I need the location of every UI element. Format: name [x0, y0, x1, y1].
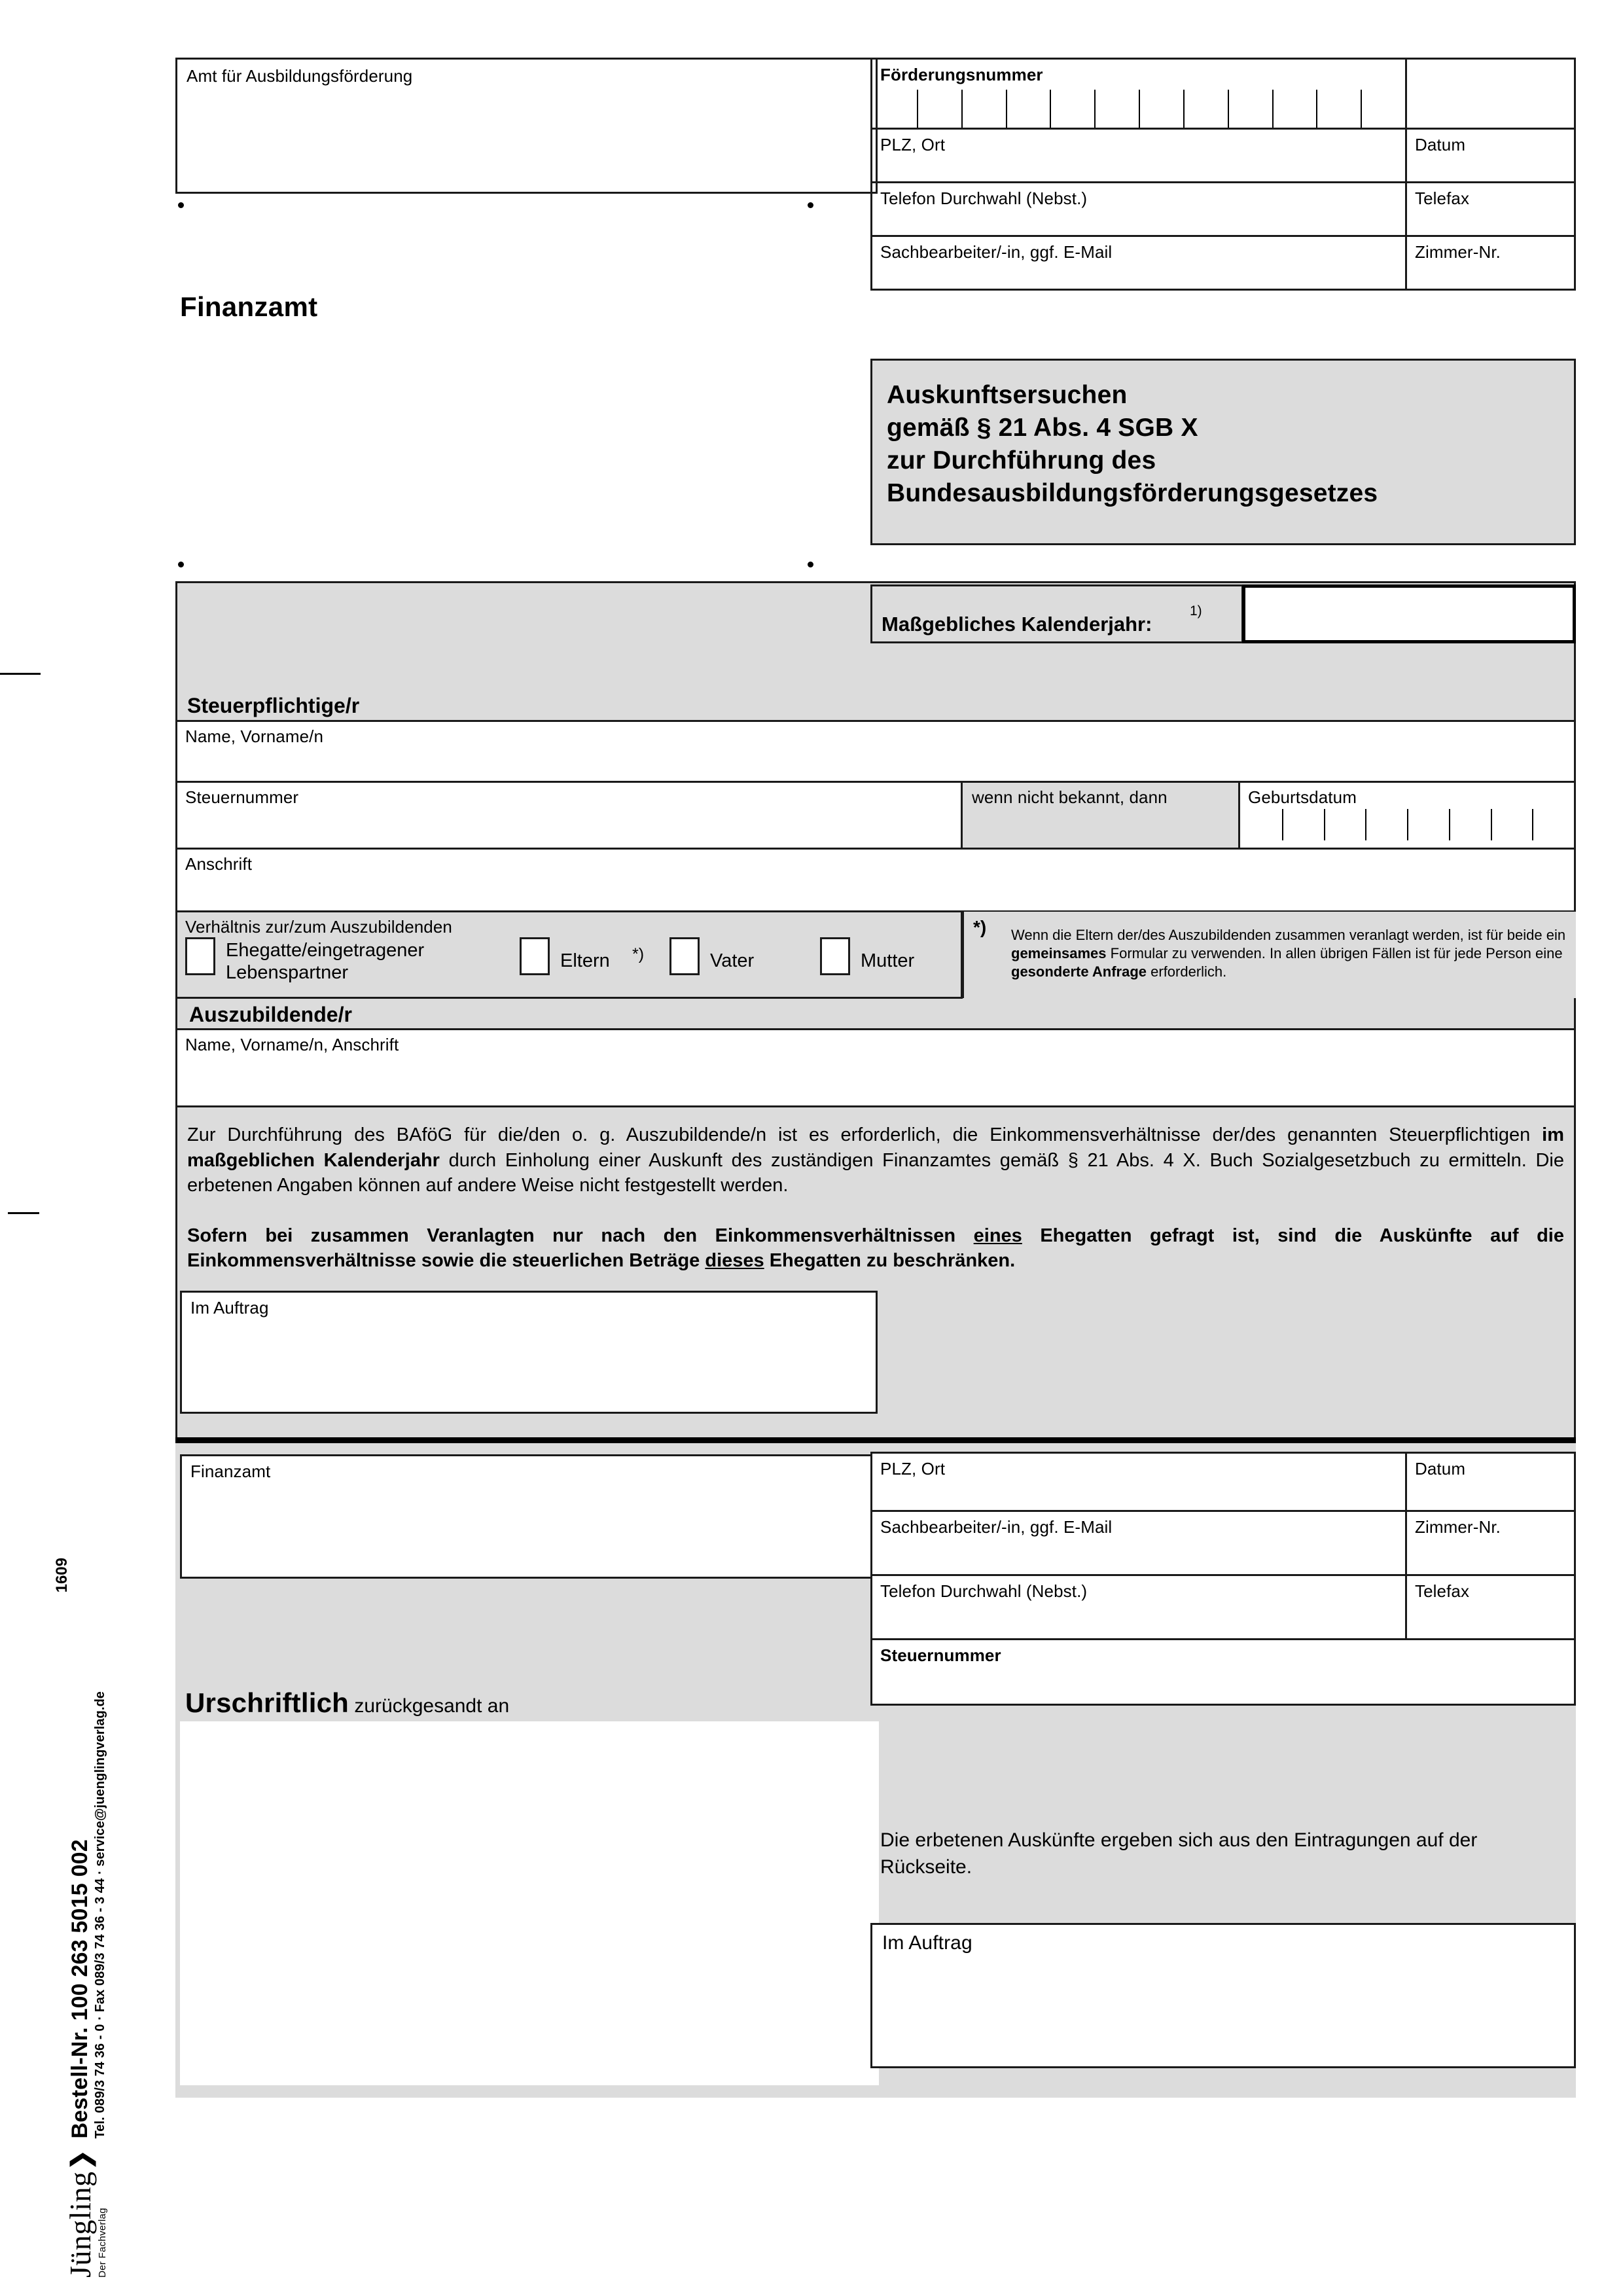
datum-field-lower[interactable]: [1407, 1452, 1576, 1512]
geburtsdatum-label: Geburtsdatum: [1248, 787, 1357, 807]
auszubildende-name-label: Name, Vorname/n, Anschrift: [185, 1035, 399, 1054]
document-title-block: [870, 359, 1576, 545]
amt-address-label: Amt für Ausbildungsförderung: [187, 66, 413, 86]
foerderungsnummer-divider: [1272, 90, 1274, 128]
foerderungsnummer-divider: [1361, 90, 1362, 128]
bestell-nr: Bestell-Nr. 100 263 5015 002: [67, 1839, 92, 2139]
footnote-bold-gemeinsames: gemeinsames: [1011, 945, 1107, 962]
telefax-field[interactable]: [1407, 183, 1576, 237]
explanatory-text: [187, 1122, 1564, 1274]
margin-tick-lower: [8, 1212, 39, 1214]
footnote-text: [1011, 926, 1567, 981]
anschrift-label: Anschrift: [185, 854, 253, 874]
amt-address-box[interactable]: [175, 58, 878, 194]
wenn-nicht-bekannt-note: [963, 783, 1240, 850]
eltern-footnote-box: [962, 912, 1576, 998]
checkbox-eltern-footnote-marker: *): [632, 945, 645, 963]
urschriftlich-bold-word: Urschriftlich: [185, 1687, 349, 1718]
publisher-contact: Tel. 089/3 74 36 - 0 · Fax 089/3 74 36 - 3 44 · service@juenglingverlag.de: [93, 1691, 107, 2139]
steuernummer-label: Steuernummer: [185, 787, 299, 807]
title-line-4: Bundesausbildungsförderungsgesetzes: [887, 479, 1378, 507]
checkbox-eltern-label: Eltern: [560, 950, 610, 971]
steuernummer-field[interactable]: [175, 783, 963, 850]
geburtsdatum-divider: [1407, 809, 1408, 840]
kalenderjahr-footnote-marker: 1): [1190, 603, 1202, 619]
checkbox-ehegatte[interactable]: [185, 937, 215, 975]
corner-dot-top-left: [178, 202, 184, 208]
footnote-part-3: erforderlich.: [1147, 963, 1227, 980]
paragraph-2-part-c: Ehegatten zu beschränken.: [764, 1250, 1016, 1272]
footnote-bold-gesonderte-anfrage: gesonderte Anfrage: [1011, 963, 1147, 980]
footnote-part-2: Formular zu verwenden. In allen übrigen Fällen ist für jede Person eine: [1106, 945, 1563, 962]
foerderungsnummer-divider: [1228, 90, 1229, 128]
paragraph-2-underline-eines: eines: [973, 1225, 1022, 1246]
paragraph-2: [187, 1223, 1564, 1274]
checkbox-vater[interactable]: [669, 937, 700, 975]
sachbearbeiter-label-lower: Sachbearbeiter/-in, ggf. E-Mail: [880, 1517, 1113, 1537]
datum-label-lower: Datum: [1415, 1459, 1466, 1479]
margin-tick-upper: [0, 673, 41, 675]
zimmer-nr-label: Zimmer-Nr.: [1415, 242, 1501, 262]
geburtsdatum-divider: [1449, 809, 1450, 840]
geburtsdatum-divider: [1324, 809, 1325, 840]
publisher-tagline: Der Fachverlag: [97, 2208, 108, 2278]
plz-ort-field-lower[interactable]: [870, 1452, 1407, 1512]
telefon-label-lower: Telefon Durchwahl (Nebst.): [880, 1581, 1088, 1601]
paragraph-2-part-a: Sofern bei zusammen Veranlagten nur nach den Einkommensverhältnissen: [187, 1225, 974, 1246]
checkbox-ehegatte-label-line1: Ehegatte/eingetragener: [226, 940, 425, 961]
title-line-1: Auskunftsersuchen: [887, 381, 1128, 409]
foerderungsnummer-divider: [1094, 90, 1096, 128]
telefax-field-lower[interactable]: [1407, 1576, 1576, 1640]
paragraph-1-bold: im maßgeblichen Kalenderjahr: [187, 1124, 1564, 1171]
auszubildende-heading-band: [175, 999, 1576, 1030]
steuernummer-field-lower[interactable]: [870, 1640, 1576, 1706]
kalenderjahr-input[interactable]: [1242, 584, 1576, 643]
finanzamt-label-lower: Finanzamt: [190, 1462, 271, 1481]
corner-dot-top-right: [808, 202, 813, 208]
geburtsdatum-divider: [1282, 809, 1283, 840]
sachbearbeiter-field[interactable]: [870, 237, 1407, 291]
foerderungsnummer-divider: [1006, 90, 1007, 128]
publisher-logo: [63, 2149, 108, 2278]
checkbox-vater-label: Vater: [710, 950, 755, 971]
steuernummer-label-lower: Steuernummer: [880, 1645, 1001, 1665]
im-auftrag-signature-box-upper[interactable]: [180, 1291, 878, 1414]
paragraph-1-part-a: Zur Durchführung des BAföG für die/den o. g. Auszubildende/n ist es erforderlich, die Einkommensverhältnisse der/des genannten Steuerpflichtigen: [187, 1124, 1543, 1145]
name-vorname-field[interactable]: [175, 720, 1576, 783]
datum-label: Datum: [1415, 135, 1466, 154]
office-info-table: [870, 58, 1576, 291]
paragraph-1-part-b: durch Einholung einer Auskunft des zuständigen Finanzamtes gemäß § 21 Abs. 4 X. Buch Sozialgesetzbuch zu ermitteln. Die erbetenen Angaben können auf andere Weise nicht festgestellt werden.: [187, 1149, 1564, 1196]
section-separator-rule: [175, 1437, 1576, 1443]
checkbox-ehegatte-label-line2: Lebenspartner: [226, 962, 349, 983]
zimmer-nr-field[interactable]: [1407, 237, 1576, 291]
checkbox-eltern[interactable]: [520, 937, 550, 975]
geburtsdatum-divider: [1365, 809, 1366, 840]
sachbearbeiter-label: Sachbearbeiter/-in, ggf. E-Mail: [880, 242, 1113, 262]
lower-office-info-table: [870, 1452, 1576, 1695]
geburtsdatum-cell-dividers: [1240, 809, 1574, 840]
anschrift-field[interactable]: [175, 850, 1576, 912]
geburtsdatum-divider: [1491, 809, 1492, 840]
foerderungsnummer-divider: [1050, 90, 1051, 128]
telefon-label: Telefon Durchwahl (Nebst.): [880, 188, 1088, 208]
zimmer-nr-label-lower: Zimmer-Nr.: [1415, 1517, 1501, 1537]
auszubildende-name-field[interactable]: [175, 1030, 1576, 1107]
foerderungsnummer-divider: [1183, 90, 1185, 128]
telefon-field-lower[interactable]: [870, 1576, 1407, 1640]
urschriftlich-address-area[interactable]: [180, 1721, 879, 2085]
foerderungsnummer-divider: [961, 90, 963, 128]
geburtsdatum-field[interactable]: [1240, 783, 1576, 850]
telefax-label-lower: Telefax: [1415, 1581, 1470, 1601]
foerderungsnummer-field[interactable]: [870, 58, 1407, 130]
urschriftlich-rest: zurückgesandt an: [349, 1695, 510, 1717]
auszubildende-heading: Auszubildende/r: [189, 1003, 352, 1026]
sachbearbeiter-field-lower[interactable]: [870, 1512, 1407, 1576]
title-line-2: gemäß § 21 Abs. 4 SGB X: [887, 414, 1198, 442]
finanzamt-heading: Finanzamt: [180, 291, 318, 322]
im-auftrag-label-upper: Im Auftrag: [190, 1298, 269, 1318]
plz-ort-label: PLZ, Ort: [880, 135, 946, 154]
paragraph-2-part-b: Ehegatten gefragt ist, sind die Auskünfte auf die Einkommensverhältnisse sowie die steuerlichen Beträge: [187, 1225, 1564, 1272]
foerderungsnummer-label: Förderungsnummer: [880, 65, 1043, 84]
checkbox-mutter[interactable]: [820, 937, 850, 975]
chevron-icon: ❯: [66, 2149, 96, 2172]
urschriftlich-heading: [185, 1687, 509, 1719]
plz-ort-field[interactable]: [870, 130, 1407, 183]
plz-ort-label-lower: PLZ, Ort: [880, 1459, 946, 1479]
publisher-order-info: [67, 1691, 108, 2139]
finanzamt-address-box-lower[interactable]: [180, 1454, 879, 1579]
name-vorname-label: Name, Vorname/n: [185, 726, 324, 746]
kalenderjahr-label-box: [870, 584, 1243, 643]
form-revision-code: 1609: [53, 1558, 71, 1593]
paragraph-2-underline-dieses: dieses: [705, 1250, 764, 1272]
foerderungsnummer-divider: [1316, 90, 1317, 128]
publisher-sidebar: [29, 1558, 108, 2278]
footnote-marker: *): [973, 917, 987, 937]
rueckseite-note: Die erbetenen Auskünfte ergeben sich aus den Eintragungen auf der Rückseite.: [880, 1829, 1478, 1878]
datum-field[interactable]: [1407, 130, 1576, 183]
telefon-field[interactable]: [870, 183, 1407, 237]
foerderungsnummer-cell-dividers: [872, 90, 1405, 128]
steuerpflichtige-heading: Steuerpflichtige/r: [187, 694, 360, 717]
title-line-3: zur Durchführung des: [887, 446, 1156, 475]
verhaeltnis-row: [175, 912, 963, 999]
foerderungsnummer-extra-cell[interactable]: [1407, 58, 1576, 130]
corner-dot-mid-left: [178, 562, 184, 567]
im-auftrag-label-lower: Im Auftrag: [882, 1932, 972, 1954]
wenn-nicht-bekannt-label: wenn nicht bekannt, dann: [972, 787, 1168, 807]
checkbox-mutter-label: Mutter: [861, 950, 915, 971]
kalenderjahr-label: Maßgebliches Kalenderjahr:: [882, 613, 1152, 636]
footnote-part-1: Wenn die Eltern der/des Auszubildenden zusammen veranlagt werden, ist für beide ein: [1011, 927, 1566, 943]
geburtsdatum-divider: [1532, 809, 1533, 840]
telefax-label: Telefax: [1415, 188, 1470, 208]
verhaeltnis-label: Verhältnis zur/zum Auszubildenden: [185, 917, 452, 937]
corner-dot-mid-right: [808, 562, 813, 567]
publisher-logo-name: Jüngling: [63, 2171, 97, 2278]
paragraph-1: [187, 1122, 1564, 1198]
zimmer-nr-field-lower[interactable]: [1407, 1512, 1576, 1576]
im-auftrag-signature-box-lower[interactable]: [870, 1923, 1576, 2068]
foerderungsnummer-divider: [1139, 90, 1140, 128]
foerderungsnummer-divider: [917, 90, 918, 128]
